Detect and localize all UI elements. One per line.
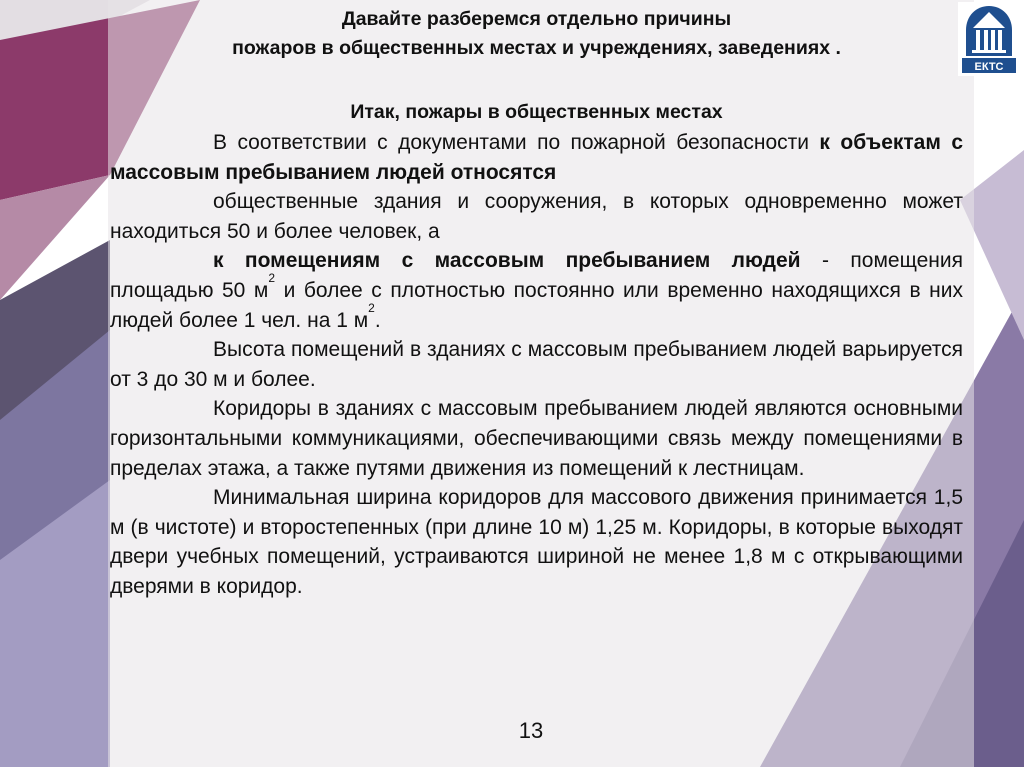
slide-title (110, 5, 963, 63)
paragraph-3-text-b: и более с плотностью постоянно или временно находящихся в них людей более 1 чел. на 1 м (110, 278, 963, 332)
slide-subtitle: Итак, пожары в общественных местах (350, 101, 723, 123)
paragraph-2: общественные здания и сооружения, в которых одновременно может находиться 50 и более человек, а (110, 190, 963, 243)
paragraph-1 (110, 128, 963, 187)
superscript-2b: 2 (368, 300, 375, 315)
page-number: 13 (518, 718, 544, 743)
paragraph-1-text: В соответствии с документами по пожарной безопасности (213, 131, 820, 154)
svg-text:ЕКТС: ЕКТС (974, 61, 1004, 73)
superscript-2: 2 (268, 270, 276, 285)
paragraph-3-text-c: . (374, 308, 381, 332)
paragraph-3-text-a: - помещения площадью 50 м (110, 249, 964, 302)
college-emblem-icon (958, 2, 1020, 76)
title-line-2: пожаров в общественных местах и учреждениях, заведениях . (232, 37, 841, 59)
title-line-1: Давайте разберемся отдельно причины (341, 8, 732, 30)
slide-body (110, 128, 963, 602)
paragraph-3-bold: к помещениям с массовым пребыванием людей (213, 249, 801, 273)
paragraph-3 (110, 246, 963, 335)
paragraph-5: Коридоры в зданиях с массовым пребыванием людей являются основными горизонтальными коммуникациями, обеспечивающими связь между помещениями в пределах этажа, а также путями движения из помещений к лестницам. (110, 397, 963, 480)
paragraph-1-bold: к объектам с массовым пребыванием людей относятся (110, 131, 963, 184)
paragraph-6: Минимальная ширина коридоров для массового движения принимается 1,5 м (в чистоте) и второстепенных (при длине 10 м) 1,25 м. Коридоры, в которые выходят двери учебных помещений, устраиваются шириной не менее 1,8 м с открывающими дверями в коридор. (110, 486, 963, 598)
paragraph-4: Высота помещений в зданиях с массовым пребыванием людей варьируется от 3 до 30 м и более. (110, 338, 963, 391)
